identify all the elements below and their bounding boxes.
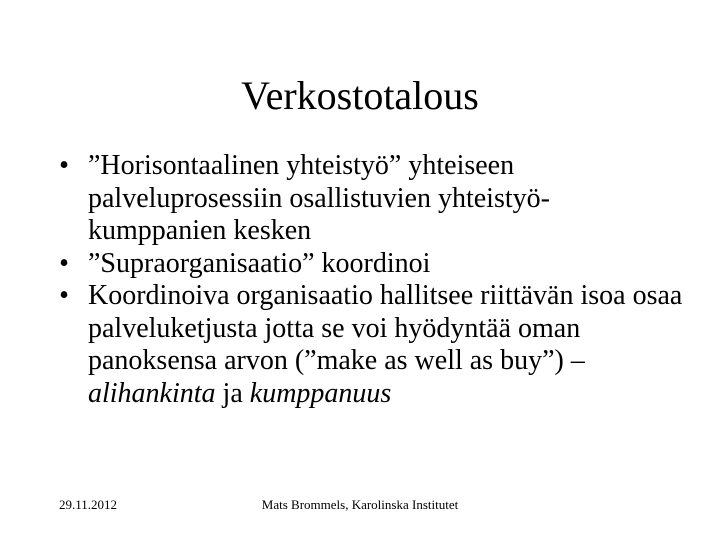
bullet-text: ”Supraorganisaatio” koordinoi [88, 247, 431, 279]
bullet-marker: • [59, 150, 69, 181]
footer-author: Mats Brommels, Karolinska Institutet [261, 497, 459, 512]
bullet-item [54, 280, 684, 410]
bullet-italic-term: alihankinta [88, 377, 216, 409]
slide-title: Verkostotalous [241, 73, 479, 118]
bullet-text: Koordinoiva organisaatio hallitsee riittävän isoa osaa palveluketjusta jotta se voi hyödyntää oman panoksensa arvon (”make as well as buy”) – [88, 280, 683, 376]
bullet-italic-term: kumppanuus [249, 377, 392, 409]
bullet-text-connector: ja [215, 377, 250, 409]
bullet-list [54, 150, 684, 410]
bullet-item [54, 248, 684, 281]
bullet-marker: • [59, 247, 69, 279]
bullet-item [54, 150, 684, 248]
bullet-marker: • [59, 280, 69, 311]
footer-date: 29.11.2012 [59, 497, 118, 512]
bullet-text: ”Horisontaalinen yhteistyö” yhteiseen palveluprosessiin osallistuvien yhteistyö-kumppanien kesken [88, 150, 550, 246]
